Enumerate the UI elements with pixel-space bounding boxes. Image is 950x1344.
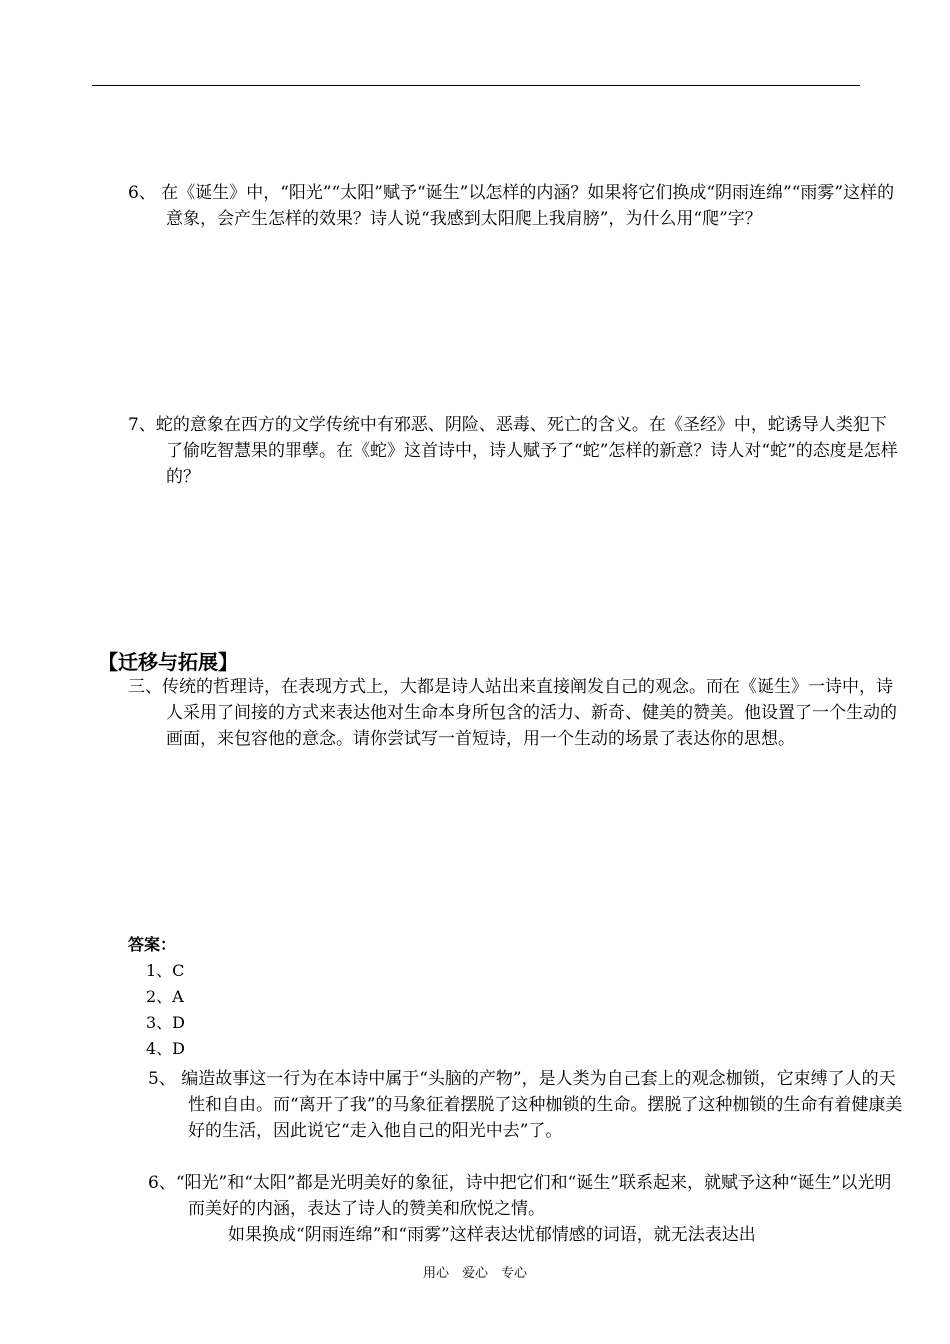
answer-6: 6、“阳光”和“太阳”都是光明美好的象征，诗中把它们和“诞生”联系起来，就赋予这种“诞生”以光明而美好的内涵，表达了诗人的赞美和欣悦之情。 xyxy=(148,1173,892,1219)
answer-5: 5、 编造故事这一行为在本诗中属于“头脑的产物”，是人类为自己套上的观念枷锁，它束缚了人的天性和自由。而“离开了我”的马象征着摆脱了这种枷锁的生命。摆脱了这种枷锁的生命有着健康美好的生活，因此说它“走入他自己的阳光中去”了。 xyxy=(148,1069,903,1141)
question-7: 7、蛇的意象在西方的文学传统中有邪恶、阴险、恶毒、死亡的含义。在《圣经》中，蛇诱导人类犯下了偷吃智慧果的罪孽。在《蛇》这首诗中，诗人赋予了“蛇”怎样的新意？诗人对“蛇”的态度是怎样的？ xyxy=(128,415,898,487)
extension-question: 三、传统的哲理诗，在表现方式上，大都是诗人站出来直接阐发自己的观念。而在《诞生》一诗中，诗人采用了间接的方式来表达他对生命本身所包含的活力、新奇、健美的赞美。他设置了一个生动的画面，来包容他的意念。请你尝试写一首短诗，用一个生动的场景了表达你的思想。 xyxy=(128,677,897,749)
answer-6-continued: 如果换成“阴雨连绵”和“雨雾”这样表达忧郁情感的词语，就无法表达出 xyxy=(228,1225,756,1245)
question-6: 6、 在《诞生》中，“阳光”“太阳”赋予“诞生”以怎样的内涵？如果将它们换成“阴雨连绵”“雨雾”这样的意象，会产生怎样的效果？诗人说“我感到太阳爬上我肩膀”，为什么用“爬”字？ xyxy=(128,183,895,229)
answer-2: 2、A xyxy=(146,987,184,1006)
answers-title: 答案： xyxy=(128,935,177,954)
section-title-extension: 【迁移与拓展】 xyxy=(98,650,238,674)
header-rule xyxy=(92,85,860,86)
answer-4: 4、D xyxy=(146,1039,186,1058)
answer-1: 1、C xyxy=(146,961,185,980)
page-footer: 用心 爱心 专心 xyxy=(422,1266,527,1281)
answer-3: 3、D xyxy=(146,1013,186,1032)
